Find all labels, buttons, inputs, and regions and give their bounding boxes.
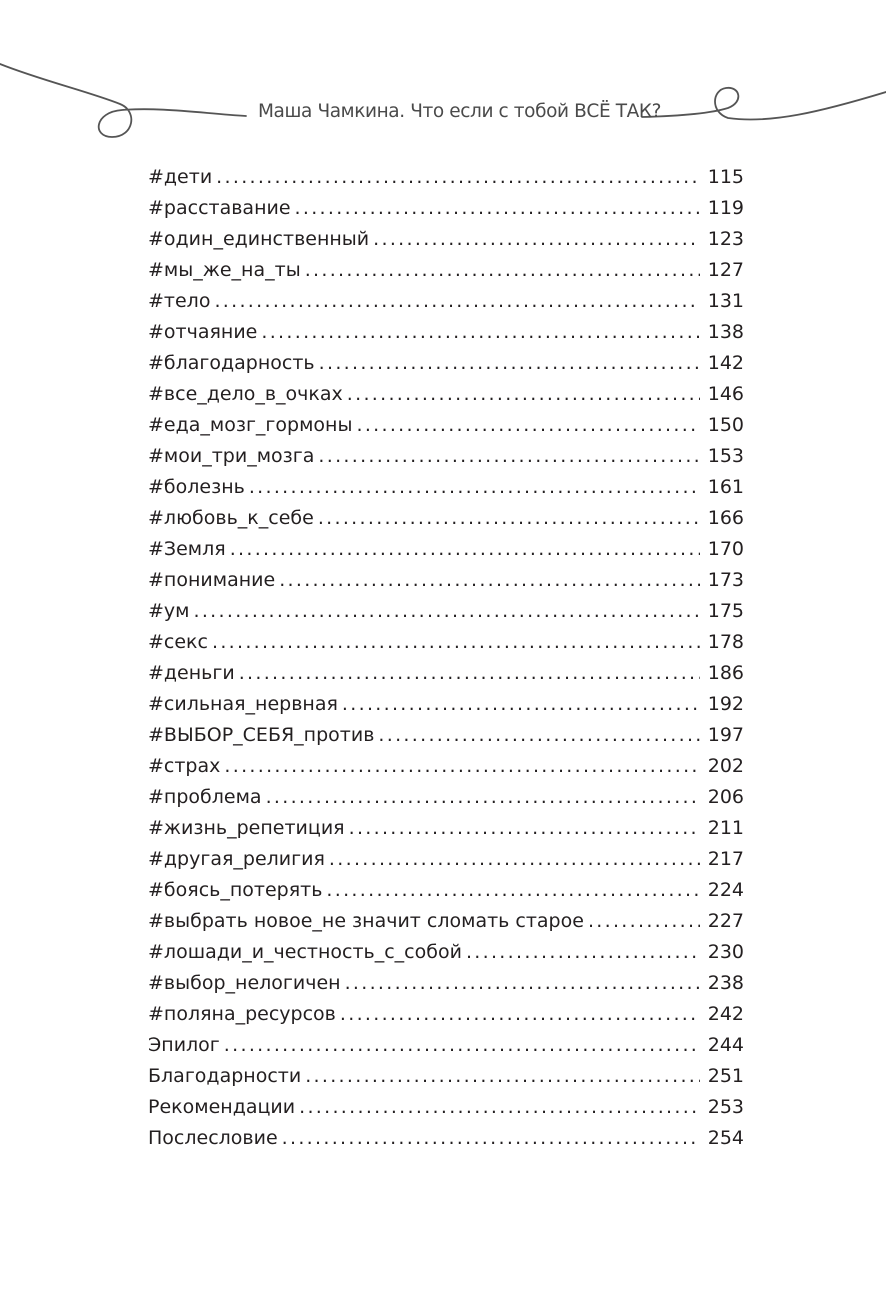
dot-leader <box>347 379 700 410</box>
toc-entry <box>148 658 744 689</box>
toc-entry <box>148 751 744 782</box>
toc-entry <box>148 472 744 503</box>
toc-entry <box>148 1123 744 1154</box>
toc-entry-title: #любовь_к_себе <box>148 507 314 529</box>
toc-entry <box>148 317 744 348</box>
toc-entry-page-number: 127 <box>707 259 744 281</box>
toc-entry-title: #расставание <box>148 197 291 219</box>
toc-entry-title: Эпилог <box>148 1034 220 1056</box>
toc-entry-page-number: 161 <box>707 476 744 498</box>
toc-entry-page-number: 173 <box>707 569 744 591</box>
toc-entry <box>148 968 744 999</box>
toc-entry-title: #боясь_потерять <box>148 879 323 901</box>
toc-entry-page-number: 142 <box>707 352 744 374</box>
toc-entry-title: #мы_же_на_ты <box>148 259 301 281</box>
toc-entry-title: #выбрать новое_не значит сломать старое <box>148 910 584 932</box>
toc-entry-title: #ВЫБОР_СЕБЯ_против <box>148 724 375 746</box>
toc-entry-title: #мои_три_мозга <box>148 445 315 467</box>
toc-entry-title: #дети <box>148 166 213 188</box>
dot-leader <box>239 658 700 689</box>
dot-leader <box>212 627 700 658</box>
toc-entry-title: #еда_мозг_гормоны <box>148 414 353 436</box>
toc-entry <box>148 999 744 1030</box>
toc-entry <box>148 782 744 813</box>
toc-entry-page-number: 224 <box>707 879 744 901</box>
dot-leader <box>266 782 700 813</box>
toc-entry-page-number: 202 <box>707 755 744 777</box>
toc-entry-page-number: 150 <box>707 414 744 436</box>
dot-leader <box>295 193 700 224</box>
toc-entry <box>148 1061 744 1092</box>
dot-leader <box>305 255 700 286</box>
toc-entry <box>148 720 744 751</box>
dot-leader <box>329 844 700 875</box>
toc-entry-page-number: 206 <box>707 786 744 808</box>
dot-leader <box>345 968 700 999</box>
dot-leader <box>318 441 700 472</box>
toc-entry <box>148 441 744 472</box>
toc-entry-page-number: 115 <box>707 166 744 188</box>
toc-entry-page-number: 131 <box>707 290 744 312</box>
toc-entry <box>148 875 744 906</box>
toc-entry-page-number: 186 <box>707 662 744 684</box>
toc-entry <box>148 348 744 379</box>
dot-leader <box>356 410 700 441</box>
toc-entry-title: Послесловие <box>148 1127 278 1149</box>
dot-leader <box>373 224 700 255</box>
dot-leader <box>299 1092 700 1123</box>
toc-entry-page-number: 230 <box>707 941 744 963</box>
toc-entry-title: #Земля <box>148 538 226 560</box>
toc-entry <box>148 596 744 627</box>
toc-entry-page-number: 138 <box>707 321 744 343</box>
dot-leader <box>349 813 700 844</box>
toc-entry-page-number: 254 <box>707 1127 744 1149</box>
dot-leader <box>216 162 700 193</box>
dot-leader <box>224 751 700 782</box>
toc-entry-page-number: 123 <box>707 228 744 250</box>
toc-entry-page-number: 244 <box>707 1034 744 1056</box>
dot-leader <box>378 720 700 751</box>
dot-leader <box>305 1061 700 1092</box>
toc-entry <box>148 627 744 658</box>
left-swirl-line <box>0 64 246 137</box>
toc-entry-title: #понимание <box>148 569 276 591</box>
dot-leader <box>318 503 700 534</box>
dot-leader <box>214 286 700 317</box>
toc-entry <box>148 162 744 193</box>
dot-leader <box>224 1030 700 1061</box>
toc-entry-title: #жизнь_репетиция <box>148 817 345 839</box>
toc-entry <box>148 193 744 224</box>
toc-entry-title: #выбор_нелогичен <box>148 972 341 994</box>
toc-entry-title: #отчаяние <box>148 321 258 343</box>
dot-leader <box>279 565 700 596</box>
toc-entry-page-number: 251 <box>707 1065 744 1087</box>
header-swirl-ornament <box>0 0 886 160</box>
dot-leader <box>319 348 700 379</box>
toc-entry-page-number: 211 <box>707 817 744 839</box>
toc-entry <box>148 503 744 534</box>
toc-entry-page-number: 178 <box>707 631 744 653</box>
toc-entry <box>148 1030 744 1061</box>
toc-entry-page-number: 217 <box>707 848 744 870</box>
toc-entry-title: Благодарности <box>148 1065 302 1087</box>
toc-entry-title: #все_дело_в_очках <box>148 383 343 405</box>
toc-entry-title: Рекомендации <box>148 1096 296 1118</box>
toc-entry <box>148 255 744 286</box>
toc-entry <box>148 410 744 441</box>
toc-entry <box>148 689 744 720</box>
toc-entry-page-number: 153 <box>707 445 744 467</box>
toc-entry <box>148 534 744 565</box>
dot-leader <box>194 596 701 627</box>
toc-entry-page-number: 242 <box>707 1003 744 1025</box>
running-head: Маша Чамкина. Что если с тобой ВСЁ ТАК? <box>254 101 639 122</box>
toc-entry <box>148 286 744 317</box>
dot-leader <box>261 317 700 348</box>
toc-entry-title: #ум <box>148 600 190 622</box>
toc-entry <box>148 813 744 844</box>
toc-entry-title: #благодарность <box>148 352 315 374</box>
dot-leader <box>466 937 700 968</box>
toc-entry <box>148 906 744 937</box>
toc-entry-title: #секс <box>148 631 208 653</box>
right-swirl-line <box>642 88 886 120</box>
toc-entry-page-number: 119 <box>707 197 744 219</box>
toc-entry-title: #один_единственный <box>148 228 370 250</box>
toc-entry <box>148 379 744 410</box>
toc-entry-page-number: 253 <box>707 1096 744 1118</box>
dot-leader <box>282 1123 700 1154</box>
toc-entry-title: #поляна_ресурсов <box>148 1003 336 1025</box>
toc-entry <box>148 565 744 596</box>
toc-entry-title: #деньги <box>148 662 235 684</box>
toc-entry-title: #тело <box>148 290 211 312</box>
toc-entry-page-number: 170 <box>707 538 744 560</box>
toc-entry-title: #проблема <box>148 786 262 808</box>
toc-entry <box>148 224 744 255</box>
toc-entry-page-number: 238 <box>707 972 744 994</box>
dot-leader <box>342 689 700 720</box>
dot-leader <box>249 472 700 503</box>
toc-entry-page-number: 192 <box>707 693 744 715</box>
dot-leader <box>230 534 700 565</box>
toc-entry-page-number: 166 <box>707 507 744 529</box>
table-of-contents <box>148 162 744 1154</box>
toc-entry-title: #страх <box>148 755 221 777</box>
toc-entry-page-number: 197 <box>707 724 744 746</box>
toc-entry <box>148 1092 744 1123</box>
toc-entry <box>148 844 744 875</box>
toc-entry <box>148 937 744 968</box>
toc-entry-page-number: 227 <box>707 910 744 932</box>
toc-entry-title: #сильная_нервная <box>148 693 338 715</box>
toc-entry-title: #болезнь <box>148 476 245 498</box>
toc-entry-title: #лошади_и_честность_с_собой <box>148 941 462 963</box>
dot-leader <box>340 999 700 1030</box>
toc-entry-page-number: 146 <box>707 383 744 405</box>
toc-entry-page-number: 175 <box>707 600 744 622</box>
dot-leader <box>588 906 700 937</box>
toc-entry-title: #другая_религия <box>148 848 325 870</box>
dot-leader <box>326 875 700 906</box>
